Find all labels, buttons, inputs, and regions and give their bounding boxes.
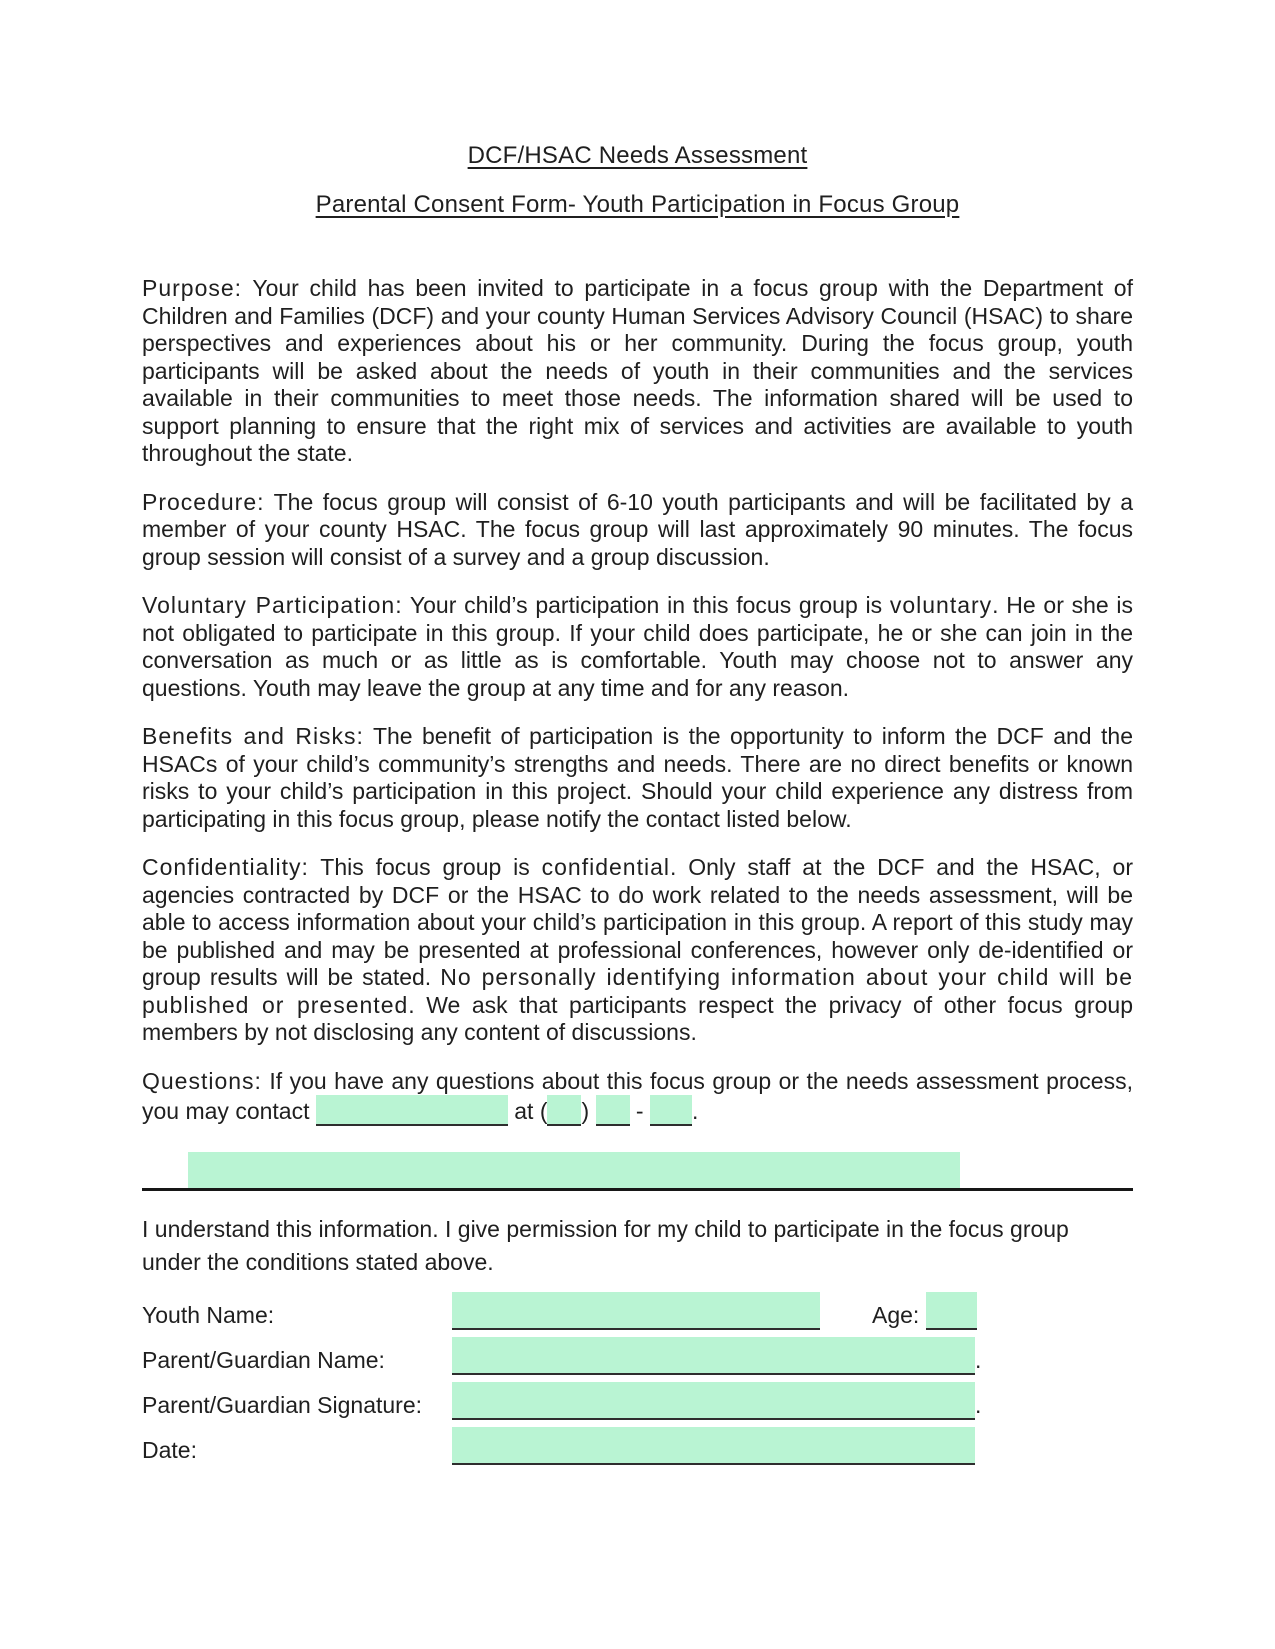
questions-label: Questions:	[142, 1067, 262, 1094]
document-title: DCF/HSAC Needs Assessment	[467, 142, 808, 169]
body-text: )	[581, 1098, 596, 1124]
document-subtitle: Parental Consent Form- Youth Participation in Focus Group	[315, 191, 960, 218]
contact-name-blank[interactable]	[316, 1095, 508, 1126]
body-text: .	[692, 1098, 699, 1124]
date-field[interactable]	[452, 1427, 975, 1465]
form-row-youth-name	[142, 1292, 1133, 1330]
form-row-parent-guardian-name	[142, 1337, 1133, 1375]
paragraph-questions	[142, 1068, 1133, 1127]
body-text: The benefit of participation is the opportunity to inform the DCF and the HSACs of your child’s community’s strengths and needs. There are no direct benefits or known risks to your child’s participation in this project. Should your child experience any distress from participating in this focus group, please notify the contact listed below.	[142, 723, 1133, 832]
phone-area-code-blank[interactable]	[547, 1095, 581, 1126]
body-text: Your child’s participation in this focus group is	[402, 592, 890, 618]
confidentiality-label: Confidentiality:	[142, 854, 309, 880]
paragraph-purpose	[142, 275, 1133, 468]
age-label: Age:	[872, 1302, 920, 1328]
parent-guardian-signature-label: Parent/Guardian Signature:	[142, 1392, 423, 1418]
body-text: If you have any questions about this focus group or the needs assessment process, you may contact	[142, 1067, 1133, 1124]
purpose-label: Purpose:	[142, 275, 243, 301]
parent-guardian-signature-suffix: .	[975, 1392, 982, 1418]
body-text: . We ask that participants respect the privacy of other focus group members by not disclosing any content of discussions.	[142, 991, 1133, 1045]
parent-guardian-name-label: Parent/Guardian Name:	[142, 1347, 385, 1373]
paragraph-confidentiality	[142, 854, 1133, 1047]
no-identifying-info-emphasis: No personally identifying information about your child will be published or presented	[142, 964, 1133, 1018]
date-label: Date:	[142, 1437, 197, 1463]
paragraph-procedure	[142, 489, 1133, 572]
body-text: . Only staff at the DCF and the HSAC, or agencies contracted by DCF or the HSAC to do work related to the needs assessment, will be able to access information about your child’s participation in this group. A report of this study may be published and may be presented at professional conferences, however only de-identified or group results will be stated.	[142, 854, 1133, 990]
age-field[interactable]	[926, 1292, 977, 1330]
voluntary-participation-label: Voluntary Participation:	[142, 592, 403, 618]
phone-prefix-blank[interactable]	[596, 1095, 630, 1126]
contact-info-highlight-field[interactable]	[188, 1152, 960, 1188]
youth-name-label: Youth Name:	[142, 1302, 275, 1328]
contact-divider-rule	[142, 1152, 1133, 1191]
form-row-date	[142, 1427, 1133, 1465]
body-text: The focus group will consist of 6-10 youth participants and will be facilitated by a member of your county HSAC. The focus group will last approximately 90 minutes. The focus group session will consist of a survey and a group discussion.	[142, 488, 1133, 570]
parent-guardian-signature-field[interactable]	[452, 1382, 975, 1420]
body-text: at (	[507, 1098, 548, 1124]
body-text: This focus group is	[308, 854, 542, 880]
consent-statement: I understand this information. I give permission for my child to participate in the focus group under the conditions stated above.	[142, 1216, 1069, 1275]
body-text: Your child has been invited to participate in a focus group with the Department of Children and Families (DCF) and your county Human Services Advisory Council (HSAC) to share perspectives and experiences about his or her community. During the focus group, youth participants will be asked about the needs of youth in their communities and the services available in their communities to meet those needs. The information shared will be used to support planning to ensure that the right mix of services and activities are available to youth throughout the state.	[142, 275, 1133, 466]
confidential-emphasis: confidential	[541, 854, 670, 880]
body-text: . He or she is not obligated to participate in this group. If your child does participate, he or she can join in the conversation as much or as little as is comfortable. Youth may choose not to answer any questions. Youth may leave the group at any time and for any reason.	[142, 592, 1134, 701]
signature-form	[142, 1292, 1133, 1465]
benefits-and-risks-label: Benefits and Risks:	[142, 723, 364, 749]
body-text: -	[629, 1098, 650, 1124]
paragraph-voluntary-participation	[142, 592, 1133, 702]
body-paragraphs	[142, 275, 1133, 1126]
voluntary-emphasis: voluntary	[889, 592, 993, 618]
procedure-label: Procedure:	[142, 488, 265, 515]
form-row-parent-guardian-signature	[142, 1382, 1133, 1420]
parent-guardian-name-suffix: .	[975, 1347, 982, 1373]
parent-guardian-name-field[interactable]	[452, 1337, 975, 1375]
phone-line-blank[interactable]	[650, 1095, 692, 1126]
paragraph-benefits-and-risks	[142, 723, 1133, 833]
youth-name-field[interactable]	[452, 1292, 820, 1330]
